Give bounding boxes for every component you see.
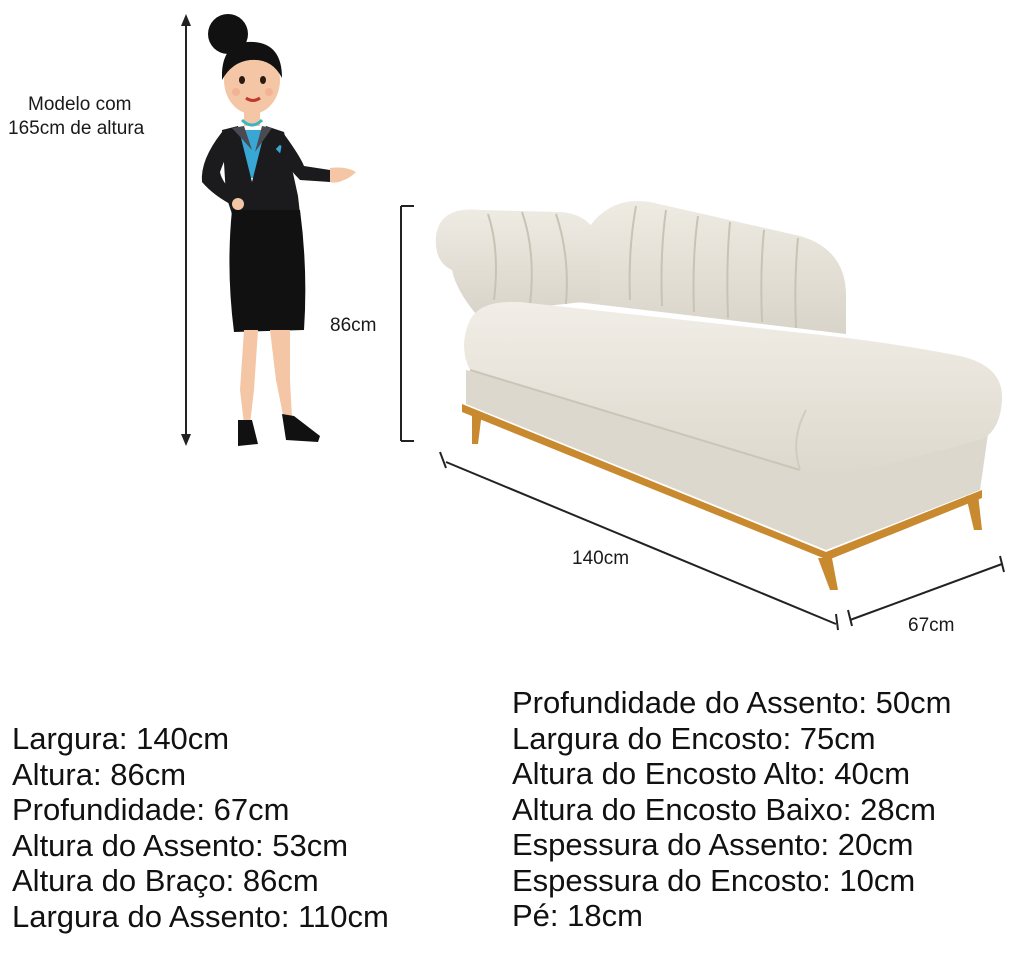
- model-height-label-line2: 165cm de altura: [8, 118, 145, 139]
- spec-profundidade-assento: Profundidade do Assento: 50cm: [512, 685, 952, 720]
- specs-right-list: [512, 685, 951, 934]
- spec-largura-assento: Largura do Assento: 110cm: [12, 898, 389, 934]
- spec-pe: Pé: 18cm: [512, 898, 643, 933]
- height-dimension-label: 86cm: [330, 315, 377, 336]
- spec-altura-encosto-alto: Altura do Encosto Alto: 40cm: [512, 756, 911, 791]
- sofa-height-bracket: [401, 206, 414, 441]
- spec-largura: Largura: 140cm: [12, 721, 230, 756]
- depth-dimension-label: 67cm: [908, 615, 955, 636]
- spec-largura-encosto: Largura do Encosto: 75cm: [512, 720, 876, 756]
- chaise-sofa-illustration: [436, 201, 1002, 590]
- spec-altura-encosto-baixo: Altura do Encosto Baixo: 28cm: [512, 791, 936, 827]
- model-height-arrow: [181, 14, 191, 446]
- spec-altura: Altura: 86cm: [12, 756, 187, 792]
- width-dimension-label: 140cm: [572, 548, 630, 569]
- specs-left-list: [12, 721, 389, 934]
- spec-altura-assento: Altura do Assento: 53cm: [12, 827, 349, 863]
- spec-espessura-encosto: Espessura do Encosto: 10cm: [512, 862, 916, 898]
- model-height-label-line1: Modelo com: [28, 94, 132, 115]
- spec-espessura-assento: Espessura do Assento: 20cm: [512, 827, 914, 862]
- model-woman-figure: [202, 14, 356, 446]
- spec-profundidade: Profundidade: 67cm: [12, 792, 290, 827]
- spec-altura-braco: Altura do Braço: 86cm: [12, 863, 319, 898]
